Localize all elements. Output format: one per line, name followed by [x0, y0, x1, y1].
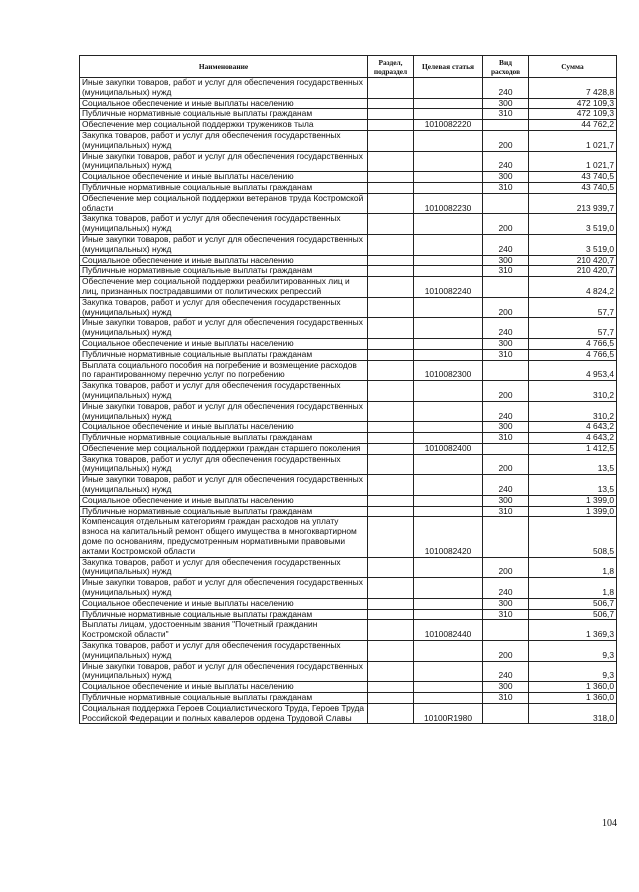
cell-section: [368, 454, 414, 475]
cell-name: Социальная поддержка Героев Социалистического Труда, Героев Труда Российской Федерации и полных кавалеров ордена Трудовой Славы: [80, 703, 368, 724]
cell-sum: 1 399,0: [529, 506, 617, 517]
table-row: [80, 277, 617, 298]
cell-kind: 300: [483, 598, 529, 609]
cell-article: [414, 182, 483, 193]
cell-section: [368, 98, 414, 109]
cell-kind: 300: [483, 422, 529, 433]
cell-name: Обеспечение мер социальной поддержки тружеников тыла: [80, 120, 368, 131]
cell-article: [414, 454, 483, 475]
cell-article: [414, 234, 483, 255]
cell-name: Социальное обеспечение и иные выплаты населению: [80, 598, 368, 609]
cell-kind: 300: [483, 98, 529, 109]
table-row: [80, 682, 617, 693]
cell-kind: 310: [483, 609, 529, 620]
cell-section: [368, 234, 414, 255]
cell-section: [368, 475, 414, 496]
table-row: [80, 381, 617, 402]
table-row: [80, 360, 617, 381]
table-row: [80, 495, 617, 506]
table-row: [80, 338, 617, 349]
cell-sum: 213 939,7: [529, 193, 617, 214]
table-row: [80, 609, 617, 620]
cell-sum: 3 519,0: [529, 214, 617, 235]
cell-article: [414, 318, 483, 339]
cell-kind: 300: [483, 495, 529, 506]
table-row: [80, 214, 617, 235]
cell-section: [368, 172, 414, 183]
table-row: [80, 297, 617, 318]
cell-sum: 9,3: [529, 641, 617, 662]
cell-sum: 210 420,7: [529, 255, 617, 266]
cell-article: 1010082240: [414, 277, 483, 298]
cell-kind: 310: [483, 182, 529, 193]
cell-name: Закупка товаров, работ и услуг для обеспечения государственных (муниципальных) нужд: [80, 297, 368, 318]
table-row: [80, 454, 617, 475]
cell-name: Публичные нормативные социальные выплаты гражданам: [80, 182, 368, 193]
cell-article: [414, 557, 483, 578]
cell-section: [368, 682, 414, 693]
cell-sum: 43 740,5: [529, 182, 617, 193]
cell-name: Обеспечение мер социальной поддержки ветеранов труда Костромской области: [80, 193, 368, 214]
cell-section: [368, 151, 414, 172]
cell-name: Иные закупки товаров, работ и услуг для обеспечения государственных (муниципальных) нужд: [80, 578, 368, 599]
header-kind: Вид расходов: [483, 56, 529, 78]
cell-article: [414, 609, 483, 620]
cell-name: Закупка товаров, работ и услуг для обеспечения государственных (муниципальных) нужд: [80, 557, 368, 578]
cell-sum: 1 021,7: [529, 151, 617, 172]
cell-sum: 13,5: [529, 475, 617, 496]
cell-article: [414, 172, 483, 183]
cell-kind: 200: [483, 297, 529, 318]
table-row: [80, 598, 617, 609]
cell-kind: 240: [483, 475, 529, 496]
cell-article: [414, 578, 483, 599]
cell-article: [414, 422, 483, 433]
cell-name: Иные закупки товаров, работ и услуг для обеспечения государственных (муниципальных) нужд: [80, 151, 368, 172]
cell-article: [414, 98, 483, 109]
cell-sum: 7 428,8: [529, 78, 617, 99]
table-row: [80, 318, 617, 339]
cell-article: [414, 266, 483, 277]
cell-article: [414, 214, 483, 235]
table-row: [80, 506, 617, 517]
cell-section: [368, 338, 414, 349]
cell-kind: 200: [483, 381, 529, 402]
cell-article: [414, 401, 483, 422]
table-row: [80, 172, 617, 183]
cell-name: Иные закупки товаров, работ и услуг для обеспечения государственных (муниципальных) нужд: [80, 475, 368, 496]
cell-section: [368, 703, 414, 724]
table-row: [80, 151, 617, 172]
cell-kind: 300: [483, 255, 529, 266]
cell-section: [368, 401, 414, 422]
cell-sum: 57,7: [529, 318, 617, 339]
header-name: Наименование: [80, 56, 368, 78]
cell-name: Публичные нормативные социальные выплаты гражданам: [80, 506, 368, 517]
cell-article: 1010082440: [414, 620, 483, 641]
cell-section: [368, 349, 414, 360]
cell-name: Социальное обеспечение и иные выплаты населению: [80, 682, 368, 693]
cell-article: [414, 475, 483, 496]
cell-section: [368, 598, 414, 609]
cell-article: [414, 598, 483, 609]
table-row: [80, 557, 617, 578]
cell-article: [414, 255, 483, 266]
cell-sum: 4 643,2: [529, 422, 617, 433]
cell-kind: 240: [483, 78, 529, 99]
cell-kind: 240: [483, 151, 529, 172]
cell-kind: [483, 517, 529, 557]
cell-sum: 43 740,5: [529, 172, 617, 183]
cell-section: [368, 120, 414, 131]
cell-name: Публичные нормативные социальные выплаты гражданам: [80, 349, 368, 360]
table-row: [80, 193, 617, 214]
cell-section: [368, 620, 414, 641]
table-row: [80, 109, 617, 120]
cell-kind: [483, 360, 529, 381]
cell-name: Обеспечение мер социальной поддержки граждан старшего поколения: [80, 443, 368, 454]
cell-article: [414, 78, 483, 99]
cell-kind: 310: [483, 266, 529, 277]
cell-kind: 200: [483, 557, 529, 578]
cell-section: [368, 381, 414, 402]
cell-article: 10100R1980: [414, 703, 483, 724]
cell-name: Иные закупки товаров, работ и услуг для обеспечения государственных (муниципальных) нужд: [80, 234, 368, 255]
cell-section: [368, 266, 414, 277]
cell-name: Публичные нормативные социальные выплаты гражданам: [80, 609, 368, 620]
header-section: Раздел, подраздел: [368, 56, 414, 78]
cell-name: Публичные нормативные социальные выплаты гражданам: [80, 433, 368, 444]
table-row: [80, 422, 617, 433]
cell-name: Иные закупки товаров, работ и услуг для обеспечения государственных (муниципальных) нужд: [80, 78, 368, 99]
cell-sum: 472 109,3: [529, 109, 617, 120]
cell-sum: 1 021,7: [529, 130, 617, 151]
cell-article: [414, 338, 483, 349]
table-row: [80, 693, 617, 704]
table-row: [80, 182, 617, 193]
cell-section: [368, 433, 414, 444]
cell-article: [414, 349, 483, 360]
cell-kind: 310: [483, 349, 529, 360]
table-row: [80, 578, 617, 599]
cell-section: [368, 182, 414, 193]
cell-sum: 3 519,0: [529, 234, 617, 255]
cell-article: [414, 641, 483, 662]
cell-article: [414, 381, 483, 402]
cell-sum: 4 766,5: [529, 349, 617, 360]
cell-section: [368, 130, 414, 151]
cell-article: [414, 433, 483, 444]
cell-name: Иные закупки товаров, работ и услуг для обеспечения государственных (муниципальных) нужд: [80, 318, 368, 339]
cell-sum: 1,8: [529, 578, 617, 599]
cell-kind: 300: [483, 172, 529, 183]
cell-kind: 300: [483, 682, 529, 693]
cell-kind: 200: [483, 130, 529, 151]
table-row: [80, 703, 617, 724]
cell-name: Обеспечение мер социальной поддержки реабилитированных лиц и лиц, признанных пострадавшими от политических репрессий: [80, 277, 368, 298]
table-row: [80, 475, 617, 496]
cell-kind: 310: [483, 693, 529, 704]
cell-section: [368, 443, 414, 454]
table-row: [80, 641, 617, 662]
cell-name: Закупка товаров, работ и услуг для обеспечения государственных (муниципальных) нужд: [80, 214, 368, 235]
cell-kind: 240: [483, 661, 529, 682]
cell-article: [414, 151, 483, 172]
cell-name: Социальное обеспечение и иные выплаты населению: [80, 172, 368, 183]
cell-article: 1010082420: [414, 517, 483, 557]
cell-kind: [483, 277, 529, 298]
cell-sum: 508,5: [529, 517, 617, 557]
cell-section: [368, 78, 414, 99]
cell-sum: 506,7: [529, 609, 617, 620]
cell-name: Выплата социального пособия на погребение и возмещение расходов по гарантированному перечню услуг по погребению: [80, 360, 368, 381]
table-row: [80, 130, 617, 151]
table-row: [80, 661, 617, 682]
cell-article: 1010082400: [414, 443, 483, 454]
table-row: [80, 266, 617, 277]
cell-name: Иные закупки товаров, работ и услуг для обеспечения государственных (муниципальных) нужд: [80, 401, 368, 422]
cell-section: [368, 693, 414, 704]
cell-section: [368, 578, 414, 599]
cell-section: [368, 495, 414, 506]
cell-name: Социальное обеспечение и иные выплаты населению: [80, 255, 368, 266]
table-row: [80, 620, 617, 641]
cell-article: 1010082300: [414, 360, 483, 381]
cell-name: Закупка товаров, работ и услуг для обеспечения государственных (муниципальных) нужд: [80, 454, 368, 475]
cell-kind: 240: [483, 401, 529, 422]
cell-sum: 13,5: [529, 454, 617, 475]
cell-name: Закупка товаров, работ и услуг для обеспечения государственных (муниципальных) нужд: [80, 641, 368, 662]
budget-table: [79, 55, 617, 724]
cell-kind: 310: [483, 109, 529, 120]
table-row: [80, 78, 617, 99]
table-row: [80, 443, 617, 454]
cell-sum: 506,7: [529, 598, 617, 609]
cell-sum: 318,0: [529, 703, 617, 724]
cell-article: 1010082220: [414, 120, 483, 131]
cell-section: [368, 297, 414, 318]
cell-name: Закупка товаров, работ и услуг для обеспечения государственных (муниципальных) нужд: [80, 130, 368, 151]
cell-section: [368, 109, 414, 120]
table-row: [80, 120, 617, 131]
cell-name: Компенсация отдельным категориям граждан расходов на уплату взноса на капитальный ремонт общего имущества в многоквартирном доме по основаниям, предусмотренным нормативными правовыми актами Костромской области: [80, 517, 368, 557]
cell-section: [368, 641, 414, 662]
cell-section: [368, 360, 414, 381]
cell-section: [368, 214, 414, 235]
cell-article: [414, 495, 483, 506]
cell-sum: 1 412,5: [529, 443, 617, 454]
cell-kind: [483, 620, 529, 641]
cell-sum: 310,2: [529, 381, 617, 402]
cell-name: Социальное обеспечение и иные выплаты населению: [80, 338, 368, 349]
cell-article: [414, 661, 483, 682]
table-row: [80, 255, 617, 266]
cell-name: Выплаты лицам, удостоенным звания "Почетный гражданин Костромской области": [80, 620, 368, 641]
cell-name: Публичные нормативные социальные выплаты гражданам: [80, 266, 368, 277]
cell-kind: 200: [483, 214, 529, 235]
cell-sum: 310,2: [529, 401, 617, 422]
cell-article: [414, 682, 483, 693]
cell-kind: [483, 193, 529, 214]
cell-kind: 200: [483, 454, 529, 475]
cell-sum: 4 643,2: [529, 433, 617, 444]
cell-section: [368, 422, 414, 433]
table-row: [80, 517, 617, 557]
cell-sum: 210 420,7: [529, 266, 617, 277]
cell-section: [368, 506, 414, 517]
cell-sum: 4 766,5: [529, 338, 617, 349]
cell-sum: 1 360,0: [529, 682, 617, 693]
cell-kind: [483, 120, 529, 131]
cell-kind: 240: [483, 318, 529, 339]
cell-kind: 310: [483, 506, 529, 517]
cell-name: Социальное обеспечение и иные выплаты населению: [80, 422, 368, 433]
cell-sum: 57,7: [529, 297, 617, 318]
cell-article: [414, 297, 483, 318]
cell-kind: 300: [483, 338, 529, 349]
cell-name: Закупка товаров, работ и услуг для обеспечения государственных (муниципальных) нужд: [80, 381, 368, 402]
cell-name: Социальное обеспечение и иные выплаты населению: [80, 495, 368, 506]
cell-sum: 1 369,3: [529, 620, 617, 641]
cell-kind: 240: [483, 578, 529, 599]
header-article: Целевая статья: [414, 56, 483, 78]
table-header-row: [80, 56, 617, 78]
cell-sum: 1,8: [529, 557, 617, 578]
table-row: [80, 98, 617, 109]
cell-name: Публичные нормативные социальные выплаты гражданам: [80, 693, 368, 704]
cell-section: [368, 318, 414, 339]
cell-article: [414, 130, 483, 151]
cell-section: [368, 609, 414, 620]
cell-name: Публичные нормативные социальные выплаты гражданам: [80, 109, 368, 120]
cell-sum: 1 399,0: [529, 495, 617, 506]
table-row: [80, 401, 617, 422]
cell-sum: 9,3: [529, 661, 617, 682]
cell-sum: 472 109,3: [529, 98, 617, 109]
cell-section: [368, 255, 414, 266]
cell-article: [414, 693, 483, 704]
cell-article: 1010082230: [414, 193, 483, 214]
cell-name: Социальное обеспечение и иные выплаты населению: [80, 98, 368, 109]
header-sum: Сумма: [529, 56, 617, 78]
table-row: [80, 234, 617, 255]
cell-article: [414, 506, 483, 517]
cell-kind: 200: [483, 641, 529, 662]
cell-sum: 4 824,2: [529, 277, 617, 298]
cell-article: [414, 109, 483, 120]
page-number: 104: [602, 818, 617, 829]
table-row: [80, 433, 617, 444]
cell-name: Иные закупки товаров, работ и услуг для обеспечения государственных (муниципальных) нужд: [80, 661, 368, 682]
table-body: [80, 78, 617, 724]
cell-section: [368, 193, 414, 214]
cell-kind: 240: [483, 234, 529, 255]
cell-kind: 310: [483, 433, 529, 444]
cell-sum: 44 762,2: [529, 120, 617, 131]
cell-sum: 1 360,0: [529, 693, 617, 704]
cell-kind: [483, 443, 529, 454]
cell-section: [368, 557, 414, 578]
cell-sum: 4 953,4: [529, 360, 617, 381]
table-row: [80, 349, 617, 360]
cell-section: [368, 661, 414, 682]
cell-section: [368, 277, 414, 298]
cell-kind: [483, 703, 529, 724]
cell-section: [368, 517, 414, 557]
